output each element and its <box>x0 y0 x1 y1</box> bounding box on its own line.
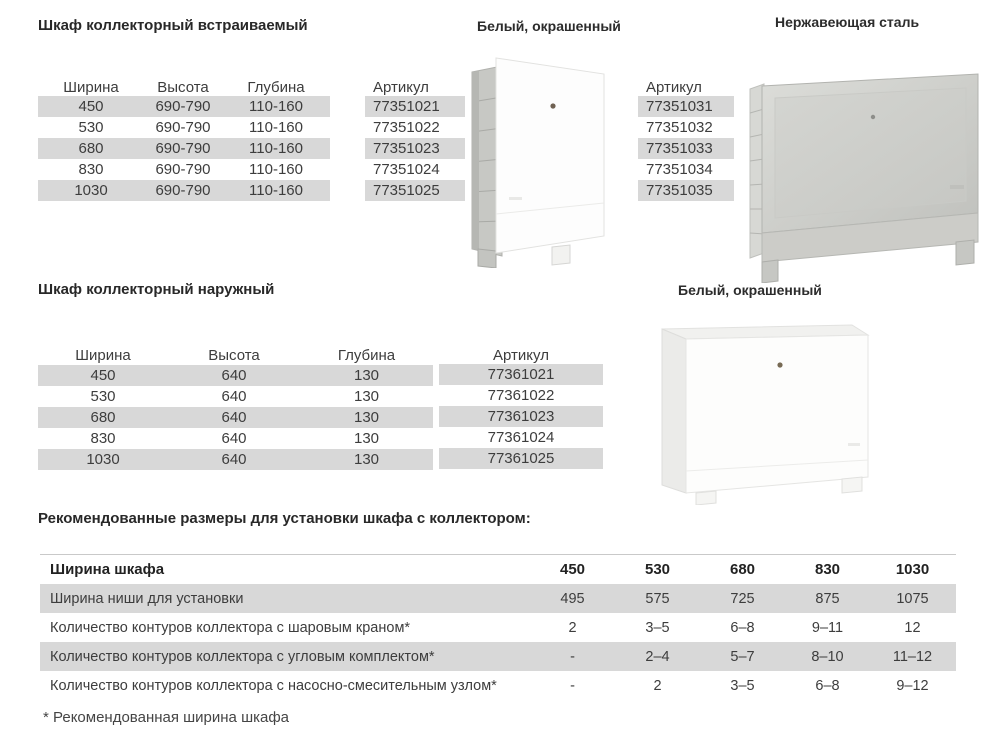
table-row: 1030 640 130 <box>38 449 433 470</box>
col-header-artikul: Артикул <box>373 78 429 96</box>
cabinet-leg <box>842 477 862 493</box>
col-header-depth: Глубина <box>337 347 396 364</box>
cabinet-side-face <box>662 329 686 493</box>
variant-white-label-2: Белый, окрашенный <box>678 282 822 298</box>
built-in-artikul-white-column <box>365 78 465 201</box>
artikul-value: 77361025 <box>439 448 603 469</box>
cabinet-leg <box>552 245 570 265</box>
section-external-title: Шкаф коллекторный наружный <box>38 281 275 298</box>
variant-steel-label: Нержавеющая сталь <box>775 14 920 30</box>
cabinet-door <box>775 88 966 218</box>
cabinet-door <box>496 58 604 253</box>
built-in-dimensions-table <box>38 78 330 201</box>
external-artikul-column <box>439 346 603 469</box>
col-header-height: Высота <box>157 78 209 96</box>
footnote: * Рекомендованная ширина шкафа <box>43 709 290 726</box>
artikul-value: 77351023 <box>365 138 465 159</box>
artikul-value: 77351032 <box>646 119 713 136</box>
artikul-value: 77351022 <box>373 119 440 136</box>
artikul-value: 77351025 <box>365 180 465 201</box>
table-row: 680 640 130 <box>38 407 433 428</box>
artikul-value: 77361022 <box>487 387 555 404</box>
table-row: 450 640 130 <box>38 365 433 386</box>
width-header: 450 <box>559 561 586 578</box>
external-cabinet-white-photo <box>652 315 887 505</box>
width-header: 680 <box>729 561 756 578</box>
width-header: 1030 <box>895 561 930 578</box>
built-in-cabinet-steel-photo <box>738 55 993 283</box>
external-dimensions-table <box>38 346 433 470</box>
col-header-depth: Глубина <box>247 78 305 96</box>
artikul-value: 77361023 <box>439 406 603 427</box>
table-header-row <box>38 346 433 365</box>
cabinet-leg <box>762 260 778 283</box>
artikul-value: 77351033 <box>638 138 734 159</box>
corner-header: Ширина шкафа <box>50 561 165 578</box>
table-row: 530 640 130 <box>90 388 380 405</box>
section-recommended-title: Рекомендованные размеры для установки шкафа с коллектором: <box>38 510 531 527</box>
table-row: 450 690-790 110-160 <box>38 96 330 117</box>
artikul-value: 77351021 <box>365 96 465 117</box>
keyhole-icon <box>777 362 782 367</box>
table-row: Ширина ниши для установки 495 575 725 875 1075 <box>40 584 956 613</box>
artikul-value: 77351034 <box>646 161 713 178</box>
col-header-height: Высота <box>208 347 260 364</box>
width-header: 830 <box>814 561 841 578</box>
table-row: 530 690-790 110-160 <box>78 119 303 136</box>
table-row: 830 640 130 <box>90 430 380 447</box>
col-header-width: Ширина <box>63 78 119 96</box>
artikul-value: 77351031 <box>638 96 734 117</box>
table-header-row <box>38 78 330 96</box>
section-built-in-title: Шкаф коллекторный встраиваемый <box>38 17 308 34</box>
table-header-row <box>40 554 956 584</box>
artikul-value: 77361024 <box>487 429 555 446</box>
table-row: Количество контуров коллектора с насосно-смесительным узлом* - 2 3–5 6–8 9–12 <box>50 677 929 694</box>
col-header-artikul: Артикул <box>646 78 702 96</box>
built-in-cabinet-white-photo <box>452 50 637 268</box>
table-row: 680 690-790 110-160 <box>38 138 330 159</box>
artikul-value: 77361021 <box>439 364 603 385</box>
artikul-value: 77351035 <box>638 180 734 201</box>
table-row: Количество контуров коллектора с угловым комплектом* - 2–4 5–7 8–10 11–12 <box>40 642 956 671</box>
built-in-artikul-steel-column <box>638 78 734 201</box>
cabinet-leg <box>478 249 496 268</box>
width-header: 530 <box>644 561 671 578</box>
keyhole-icon <box>871 115 875 119</box>
cabinet-leg <box>956 240 974 265</box>
recommended-sizes-table <box>40 554 956 700</box>
table-row: 830 690-790 110-160 <box>78 161 303 178</box>
col-header-artikul: Артикул <box>493 346 549 364</box>
artikul-value: 77351024 <box>373 161 440 178</box>
table-row: 1030 690-790 110-160 <box>38 180 330 201</box>
col-header-width: Ширина <box>75 347 131 364</box>
table-row: Количество контуров коллектора с шаровым краном* 2 3–5 6–8 9–11 12 <box>50 619 921 636</box>
cabinet-leg <box>696 491 716 505</box>
keyhole-icon <box>550 103 555 108</box>
variant-white-label-1: Белый, окрашенный <box>477 18 621 34</box>
